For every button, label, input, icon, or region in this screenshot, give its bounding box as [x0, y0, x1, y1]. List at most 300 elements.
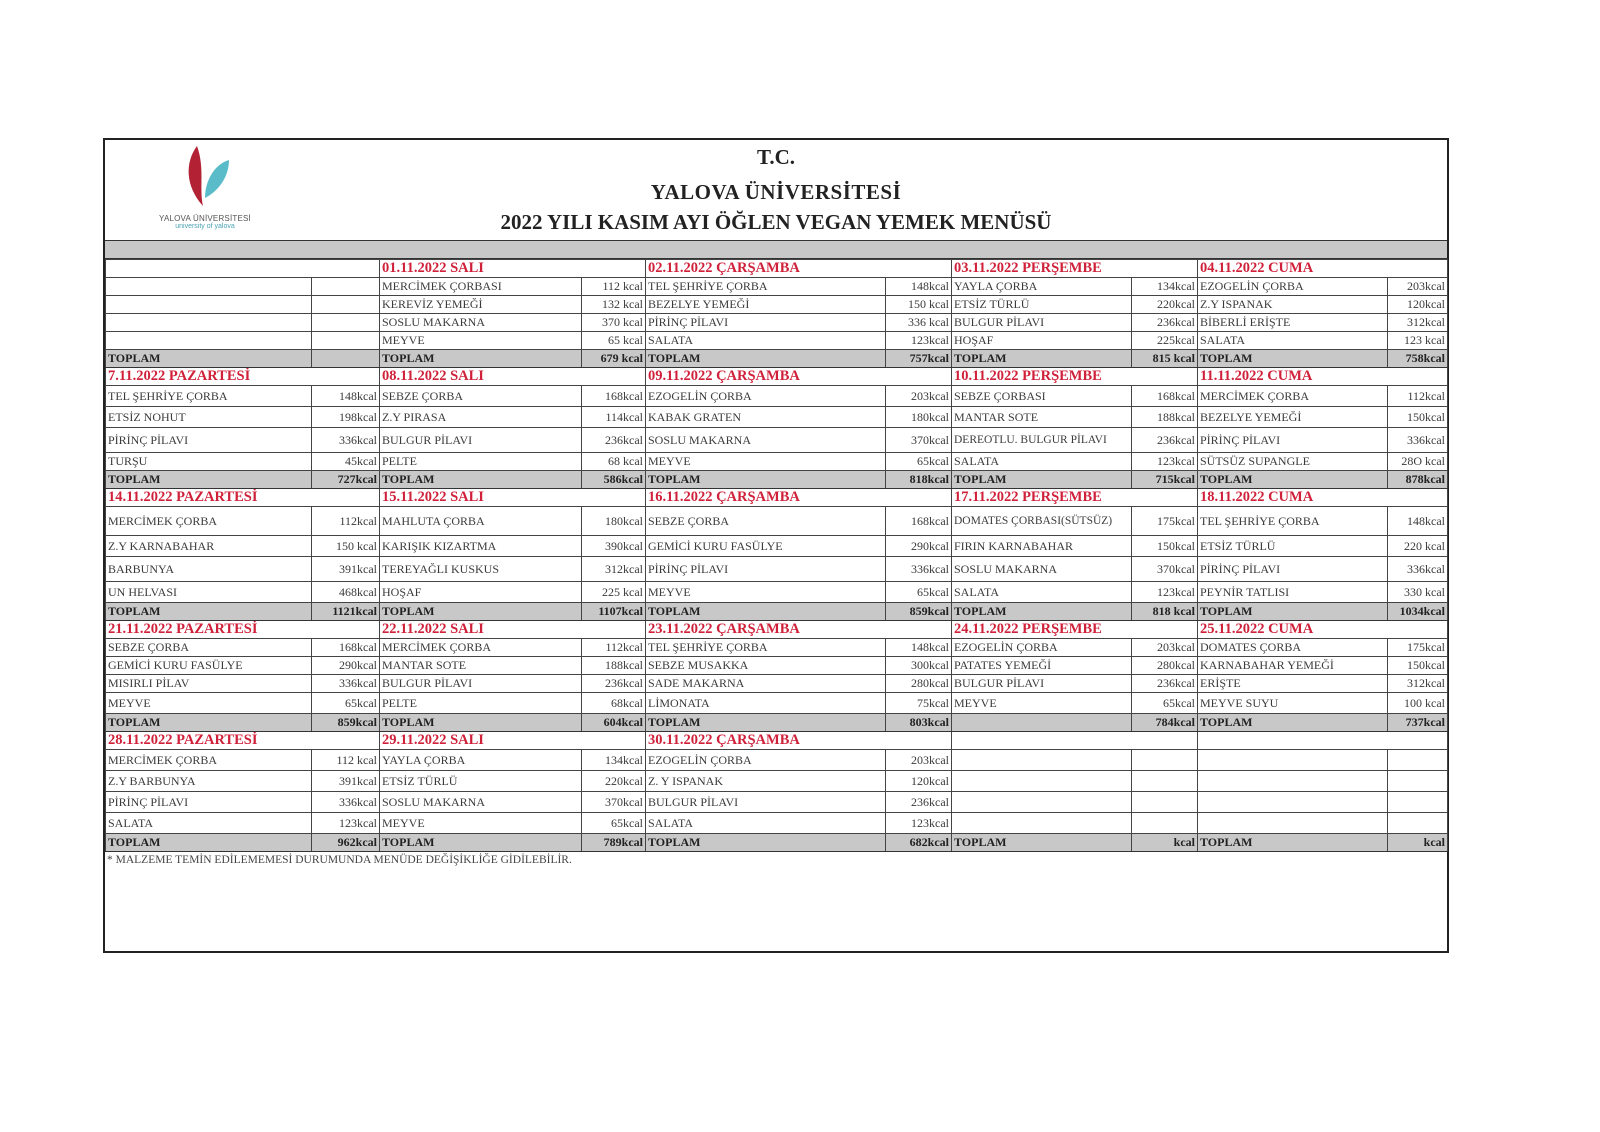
dish-name: MEYVE: [646, 453, 886, 471]
dish-kcal: 123kcal: [886, 332, 952, 350]
dish-name: EZOGELİN ÇORBA: [1198, 278, 1388, 296]
total-kcal: 803kcal: [886, 714, 952, 732]
dish-name: SOSLU MAKARNA: [380, 314, 582, 332]
dish-name: ETSİZ TÜRLÜ: [952, 296, 1132, 314]
dish-kcal: 220kcal: [582, 771, 646, 792]
total-label: TOPLAM: [106, 834, 312, 852]
day-heading-spacer: [1388, 732, 1448, 750]
dish-kcal: [312, 332, 380, 350]
dish-kcal: 175kcal: [1388, 639, 1448, 657]
menu-item-row: [106, 792, 1448, 813]
total-label: TOPLAM: [1198, 603, 1388, 621]
total-kcal: 784kcal: [1132, 714, 1198, 732]
dish-name: BULGUR PİLAVI: [952, 675, 1132, 693]
dish-kcal: 336 kcal: [886, 314, 952, 332]
dish-name: DOMATES ÇORBA: [1198, 639, 1388, 657]
total-label: TOPLAM: [646, 471, 886, 489]
dish-kcal: [1388, 792, 1448, 813]
total-label: TOPLAM: [952, 603, 1132, 621]
dish-name: MEYVE: [106, 693, 312, 714]
day-heading: 24.11.2022 PERŞEMBE: [952, 621, 1132, 639]
dish-kcal: 336kcal: [1388, 428, 1448, 453]
dish-name: MEYVE: [380, 332, 582, 350]
total-kcal: 586kcal: [582, 471, 646, 489]
dish-name: GEMİCİ KURU FASÜLYE: [646, 536, 886, 557]
dish-name: BİBERLİ ERİŞTE: [1198, 314, 1388, 332]
day-heading-spacer: [312, 732, 380, 750]
dish-name: SADE MAKARNA: [646, 675, 886, 693]
dish-name: SEBZE ÇORBASI: [952, 386, 1132, 407]
dish-kcal: 236kcal: [582, 675, 646, 693]
total-label: TOPLAM: [380, 834, 582, 852]
dish-kcal: 123kcal: [312, 813, 380, 834]
dish-name: SALATA: [646, 813, 886, 834]
dish-kcal: 203kcal: [1132, 639, 1198, 657]
day-heading-spacer: [312, 368, 380, 386]
dish-kcal: [312, 314, 380, 332]
dish-name: MERCİMEK ÇORBA: [106, 750, 312, 771]
menu-sheet: [103, 138, 1449, 953]
dish-kcal: 225kcal: [1132, 332, 1198, 350]
day-heading-spacer: [886, 732, 952, 750]
dish-kcal: 336kcal: [1388, 557, 1448, 582]
dish-kcal: 312kcal: [1388, 314, 1448, 332]
dish-name: BEZELYE YEMEĞİ: [1198, 407, 1388, 428]
dish-name: TEL ŞEHRİYE ÇORBA: [646, 639, 886, 657]
dish-kcal: 188kcal: [1132, 407, 1198, 428]
total-label: TOPLAM: [380, 350, 582, 368]
dish-name: Z. Y ISPANAK: [646, 771, 886, 792]
dish-name: MERCİMEK ÇORBA: [380, 639, 582, 657]
day-heading: [1198, 732, 1388, 750]
dish-kcal: 65kcal: [886, 582, 952, 603]
total-kcal: [312, 350, 380, 368]
total-label: TOPLAM: [1198, 834, 1388, 852]
dish-name: [1198, 813, 1388, 834]
dish-kcal: 68 kcal: [582, 453, 646, 471]
dish-name: MISIRLI PİLAV: [106, 675, 312, 693]
dish-kcal: 123kcal: [1132, 582, 1198, 603]
dish-name: FIRIN KARNABAHAR: [952, 536, 1132, 557]
total-kcal: 789kcal: [582, 834, 646, 852]
dish-name: MANTAR SOTE: [952, 407, 1132, 428]
dish-kcal: [312, 296, 380, 314]
dish-name: KARNABAHAR YEMEĞİ: [1198, 657, 1388, 675]
dish-kcal: 336kcal: [312, 792, 380, 813]
total-kcal: 818 kcal: [1132, 603, 1198, 621]
dish-kcal: 65kcal: [312, 693, 380, 714]
total-label: TOPLAM: [646, 350, 886, 368]
dish-kcal: 300kcal: [886, 657, 952, 675]
total-label: TOPLAM: [380, 714, 582, 732]
dish-kcal: 123 kcal: [1388, 332, 1448, 350]
dish-name: ETSİZ NOHUT: [106, 407, 312, 428]
dish-kcal: 280kcal: [1132, 657, 1198, 675]
day-heading-spacer: [1388, 621, 1448, 639]
dish-name: BULGUR PİLAVI: [646, 792, 886, 813]
total-label: TOPLAM: [952, 471, 1132, 489]
day-heading: 23.11.2022 ÇARŞAMBA: [646, 621, 886, 639]
day-heading: 03.11.2022 PERŞEMBE: [952, 260, 1132, 278]
total-row: [106, 834, 1448, 852]
dish-kcal: 168kcal: [312, 639, 380, 657]
total-kcal: 758kcal: [1388, 350, 1448, 368]
day-heading-spacer: [886, 489, 952, 507]
dish-name: PELTE: [380, 453, 582, 471]
dish-name: [1198, 792, 1388, 813]
dish-kcal: [1388, 771, 1448, 792]
dish-kcal: 198kcal: [312, 407, 380, 428]
dish-kcal: 225 kcal: [582, 582, 646, 603]
dish-name: BULGUR PİLAVI: [380, 675, 582, 693]
dish-kcal: 148kcal: [886, 639, 952, 657]
dish-name: TEL ŞEHRİYE ÇORBA: [1198, 507, 1388, 536]
dish-name: Z.Y PIRASA: [380, 407, 582, 428]
day-heading: 29.11.2022 SALI: [380, 732, 582, 750]
day-heading-spacer: [1132, 621, 1198, 639]
dish-name: SÜTSÜZ SUPANGLE: [1198, 453, 1388, 471]
title-line-3: 2022 YILI KASIM AYI ÖĞLEN VEGAN YEMEK MENÜSÜ: [500, 210, 1052, 234]
dish-name: YAYLA ÇORBA: [952, 278, 1132, 296]
dish-kcal: 290kcal: [312, 657, 380, 675]
dish-kcal: 391kcal: [312, 557, 380, 582]
dish-kcal: [1132, 750, 1198, 771]
dish-kcal: 112kcal: [312, 507, 380, 536]
dish-name: BULGUR PİLAVI: [380, 428, 582, 453]
dish-name: SALATA: [952, 582, 1132, 603]
total-row: [106, 350, 1448, 368]
dish-name: PİRİNÇ PİLAVI: [646, 557, 886, 582]
menu-item-row: [106, 813, 1448, 834]
dish-kcal: 370 kcal: [582, 314, 646, 332]
total-kcal: 815 kcal: [1132, 350, 1198, 368]
total-label: TOPLAM: [646, 834, 886, 852]
dish-kcal: 312kcal: [1388, 675, 1448, 693]
dish-kcal: 134kcal: [582, 750, 646, 771]
menu-item-row: [106, 639, 1448, 657]
dish-name: TEL ŞEHRİYE ÇORBA: [106, 386, 312, 407]
dish-kcal: 65kcal: [582, 813, 646, 834]
dish-name: KARIŞIK KIZARTMA: [380, 536, 582, 557]
day-heading-row: [106, 621, 1448, 639]
day-heading: 28.11.2022 PAZARTESİ: [106, 732, 312, 750]
dish-name: MERCİMEK ÇORBA: [106, 507, 312, 536]
dish-name: MAHLUTA ÇORBA: [380, 507, 582, 536]
day-heading-row: [106, 489, 1448, 507]
total-kcal: 1107kcal: [582, 603, 646, 621]
day-heading-spacer: [1132, 732, 1198, 750]
dish-kcal: 168kcal: [886, 507, 952, 536]
dish-kcal: 150kcal: [1388, 657, 1448, 675]
dish-name: [106, 296, 312, 314]
total-kcal: 859kcal: [312, 714, 380, 732]
dish-kcal: 65kcal: [1132, 693, 1198, 714]
day-heading-spacer: [312, 260, 380, 278]
day-heading: 30.11.2022 ÇARŞAMBA: [646, 732, 886, 750]
dish-name: MEYVE: [646, 582, 886, 603]
total-kcal: 757kcal: [886, 350, 952, 368]
dish-name: PİRİNÇ PİLAVI: [106, 792, 312, 813]
dish-kcal: [1132, 813, 1198, 834]
dish-name: [952, 771, 1132, 792]
menu-item-row: [106, 453, 1448, 471]
total-label: [952, 714, 1132, 732]
logo-text: YALOVA ÜNİVERSİTESİ: [159, 214, 251, 223]
day-heading: 01.11.2022 SALI: [380, 260, 582, 278]
dish-name: PİRİNÇ PİLAVI: [106, 428, 312, 453]
dish-name: [952, 792, 1132, 813]
menu-item-row: [106, 296, 1448, 314]
total-label: TOPLAM: [646, 603, 886, 621]
menu-header: [105, 140, 1447, 240]
dish-kcal: 336kcal: [886, 557, 952, 582]
menu-item-row: [106, 332, 1448, 350]
dish-name: LİMONATA: [646, 693, 886, 714]
day-heading-spacer: [1132, 260, 1198, 278]
menu-item-row: [106, 582, 1448, 603]
dish-kcal: 28O kcal: [1388, 453, 1448, 471]
dish-kcal: 150kcal: [1132, 536, 1198, 557]
total-kcal: 715kcal: [1132, 471, 1198, 489]
dish-name: MERCİMEK ÇORBASI: [380, 278, 582, 296]
dish-name: Z.Y KARNABAHAR: [106, 536, 312, 557]
day-heading: 10.11.2022 PERŞEMBE: [952, 368, 1132, 386]
dish-name: SEBZE ÇORBA: [646, 507, 886, 536]
dish-kcal: 112 kcal: [582, 278, 646, 296]
total-label: TOPLAM: [646, 714, 886, 732]
total-label: TOPLAM: [380, 603, 582, 621]
day-heading-row: [106, 732, 1448, 750]
total-kcal: 604kcal: [582, 714, 646, 732]
dish-name: [106, 278, 312, 296]
dish-name: PİRİNÇ PİLAVI: [1198, 557, 1388, 582]
day-heading-spacer: [1388, 260, 1448, 278]
day-heading: 21.11.2022 PAZARTESİ: [106, 621, 312, 639]
dish-name: PİRİNÇ PİLAVI: [646, 314, 886, 332]
dish-kcal: 290kcal: [886, 536, 952, 557]
day-heading-spacer: [312, 621, 380, 639]
menu-item-row: [106, 507, 1448, 536]
dish-kcal: 188kcal: [582, 657, 646, 675]
dish-kcal: 100 kcal: [1388, 693, 1448, 714]
total-label: TOPLAM: [106, 471, 312, 489]
dish-name: MEYVE: [952, 693, 1132, 714]
dish-name: EZOGELİN ÇORBA: [646, 750, 886, 771]
day-heading: 09.11.2022 ÇARŞAMBA: [646, 368, 886, 386]
menu-item-row: [106, 771, 1448, 792]
dish-name: BEZELYE YEMEĞİ: [646, 296, 886, 314]
dish-kcal: 336kcal: [312, 428, 380, 453]
dish-kcal: 112kcal: [582, 639, 646, 657]
total-kcal: 1034kcal: [1388, 603, 1448, 621]
dish-kcal: 112kcal: [1388, 386, 1448, 407]
dish-kcal: [312, 278, 380, 296]
dish-kcal: 280kcal: [886, 675, 952, 693]
dish-kcal: 370kcal: [1132, 557, 1198, 582]
day-heading-spacer: [1388, 368, 1448, 386]
dish-kcal: 390kcal: [582, 536, 646, 557]
dish-kcal: 236kcal: [886, 792, 952, 813]
day-heading: 04.11.2022 CUMA: [1198, 260, 1388, 278]
title-line-1: T.C.: [756, 145, 796, 169]
total-kcal: kcal: [1388, 834, 1448, 852]
day-heading: 18.11.2022 CUMA: [1198, 489, 1388, 507]
dish-kcal: 220 kcal: [1388, 536, 1448, 557]
day-heading: 02.11.2022 ÇARŞAMBA: [646, 260, 886, 278]
day-heading-spacer: [886, 368, 952, 386]
day-heading-spacer: [886, 260, 952, 278]
day-heading: 16.11.2022 ÇARŞAMBA: [646, 489, 886, 507]
total-row: [106, 603, 1448, 621]
logo-subtext: university of yalova: [175, 223, 235, 230]
total-kcal: 878kcal: [1388, 471, 1448, 489]
menu-item-row: [106, 750, 1448, 771]
dish-kcal: 168kcal: [1132, 386, 1198, 407]
dish-kcal: 236kcal: [582, 428, 646, 453]
day-heading: 15.11.2022 SALI: [380, 489, 582, 507]
dish-name: SALATA: [106, 813, 312, 834]
dish-kcal: 236kcal: [1132, 675, 1198, 693]
dish-name: [1198, 771, 1388, 792]
total-kcal: 818kcal: [886, 471, 952, 489]
total-kcal: 859kcal: [886, 603, 952, 621]
dish-kcal: 134kcal: [1132, 278, 1198, 296]
dish-name: MANTAR SOTE: [380, 657, 582, 675]
day-heading: [106, 260, 312, 278]
dish-kcal: [1132, 792, 1198, 813]
dish-kcal: 203kcal: [1388, 278, 1448, 296]
dish-kcal: 45kcal: [312, 453, 380, 471]
dish-kcal: 120kcal: [1388, 296, 1448, 314]
menu-item-row: [106, 675, 1448, 693]
total-kcal: 962kcal: [312, 834, 380, 852]
dish-name: [952, 750, 1132, 771]
dish-name: DOMATES ÇORBASI(SÜTSÜZ): [952, 507, 1132, 536]
dish-kcal: 148kcal: [1388, 507, 1448, 536]
dish-name: PEYNİR TATLISI: [1198, 582, 1388, 603]
dish-name: TEREYAĞLI KUSKUS: [380, 557, 582, 582]
dish-name: EZOGELİN ÇORBA: [952, 639, 1132, 657]
dish-kcal: 123kcal: [1132, 453, 1198, 471]
day-heading-spacer: [582, 732, 646, 750]
dish-kcal: 236kcal: [1132, 428, 1198, 453]
dish-kcal: 75kcal: [886, 693, 952, 714]
day-heading: [952, 732, 1132, 750]
menu-item-row: [106, 557, 1448, 582]
dish-name: [1198, 750, 1388, 771]
dish-name: Z.Y ISPANAK: [1198, 296, 1388, 314]
total-label: TOPLAM: [106, 714, 312, 732]
dish-name: UN HELVASI: [106, 582, 312, 603]
day-heading: 25.11.2022 CUMA: [1198, 621, 1388, 639]
total-label: TOPLAM: [1198, 714, 1388, 732]
total-row: [106, 714, 1448, 732]
dish-name: KABAK GRATEN: [646, 407, 886, 428]
day-heading-spacer: [312, 489, 380, 507]
total-kcal: 682kcal: [886, 834, 952, 852]
dish-kcal: 148kcal: [886, 278, 952, 296]
dish-kcal: 112 kcal: [312, 750, 380, 771]
dish-kcal: 312kcal: [582, 557, 646, 582]
dish-name: ETSİZ TÜRLÜ: [1198, 536, 1388, 557]
dish-kcal: 370kcal: [886, 428, 952, 453]
total-kcal: kcal: [1132, 834, 1198, 852]
dish-name: SALATA: [1198, 332, 1388, 350]
total-kcal: 679 kcal: [582, 350, 646, 368]
dish-name: MEYVE: [380, 813, 582, 834]
total-label: TOPLAM: [1198, 471, 1388, 489]
dish-kcal: 236kcal: [1132, 314, 1198, 332]
dish-kcal: [1388, 750, 1448, 771]
dish-name: [952, 813, 1132, 834]
day-heading: 7.11.2022 PAZARTESİ: [106, 368, 312, 386]
dish-name: PELTE: [380, 693, 582, 714]
dish-name: SEBZE ÇORBA: [106, 639, 312, 657]
dish-name: MEYVE SUYU: [1198, 693, 1388, 714]
dish-name: SEBZE MUSAKKA: [646, 657, 886, 675]
dish-name: MERCİMEK ÇORBA: [1198, 386, 1388, 407]
day-heading-spacer: [1132, 368, 1198, 386]
dish-kcal: 468kcal: [312, 582, 380, 603]
dish-kcal: 120kcal: [886, 771, 952, 792]
menu-table: [105, 259, 1448, 852]
dish-name: SOSLU MAKARNA: [646, 428, 886, 453]
dish-kcal: 68kcal: [582, 693, 646, 714]
dish-name: KEREVİZ YEMEĞİ: [380, 296, 582, 314]
total-label: TOPLAM: [952, 834, 1132, 852]
dish-name: HOŞAF: [952, 332, 1132, 350]
dish-name: EZOGELİN ÇORBA: [646, 386, 886, 407]
total-label: TOPLAM: [1198, 350, 1388, 368]
dish-name: YAYLA ÇORBA: [380, 750, 582, 771]
dish-kcal: 220kcal: [1132, 296, 1198, 314]
dish-kcal: 203kcal: [886, 750, 952, 771]
dish-kcal: 123kcal: [886, 813, 952, 834]
header-divider-band: [105, 240, 1447, 259]
dish-name: HOŞAF: [380, 582, 582, 603]
dish-kcal: 370kcal: [582, 792, 646, 813]
total-label: TOPLAM: [106, 350, 312, 368]
dish-name: SOSLU MAKARNA: [952, 557, 1132, 582]
dish-kcal: 132 kcal: [582, 296, 646, 314]
dish-kcal: 168kcal: [582, 386, 646, 407]
dish-name: ERİŞTE: [1198, 675, 1388, 693]
menu-item-row: [106, 314, 1448, 332]
total-label: TOPLAM: [952, 350, 1132, 368]
dish-kcal: 65kcal: [886, 453, 952, 471]
day-heading-spacer: [582, 489, 646, 507]
day-heading-spacer: [582, 260, 646, 278]
dish-name: PATATES YEMEĞİ: [952, 657, 1132, 675]
menu-item-row: [106, 386, 1448, 407]
day-heading-spacer: [886, 621, 952, 639]
dish-name: BARBUNYA: [106, 557, 312, 582]
dish-name: TEL ŞEHRİYE ÇORBA: [646, 278, 886, 296]
total-label: TOPLAM: [106, 603, 312, 621]
dish-kcal: 175kcal: [1132, 507, 1198, 536]
dish-name: [106, 332, 312, 350]
dish-kcal: 180kcal: [582, 507, 646, 536]
day-heading-spacer: [1388, 489, 1448, 507]
dish-name: DEREOTLU. BULGUR PİLAVI: [952, 428, 1132, 453]
dish-kcal: 150 kcal: [312, 536, 380, 557]
dish-name: PİRİNÇ PİLAVI: [1198, 428, 1388, 453]
dish-kcal: 330 kcal: [1388, 582, 1448, 603]
dish-name: SOSLU MAKARNA: [380, 792, 582, 813]
total-kcal: 1121kcal: [312, 603, 380, 621]
day-heading-row: [106, 368, 1448, 386]
dish-kcal: 114kcal: [582, 407, 646, 428]
